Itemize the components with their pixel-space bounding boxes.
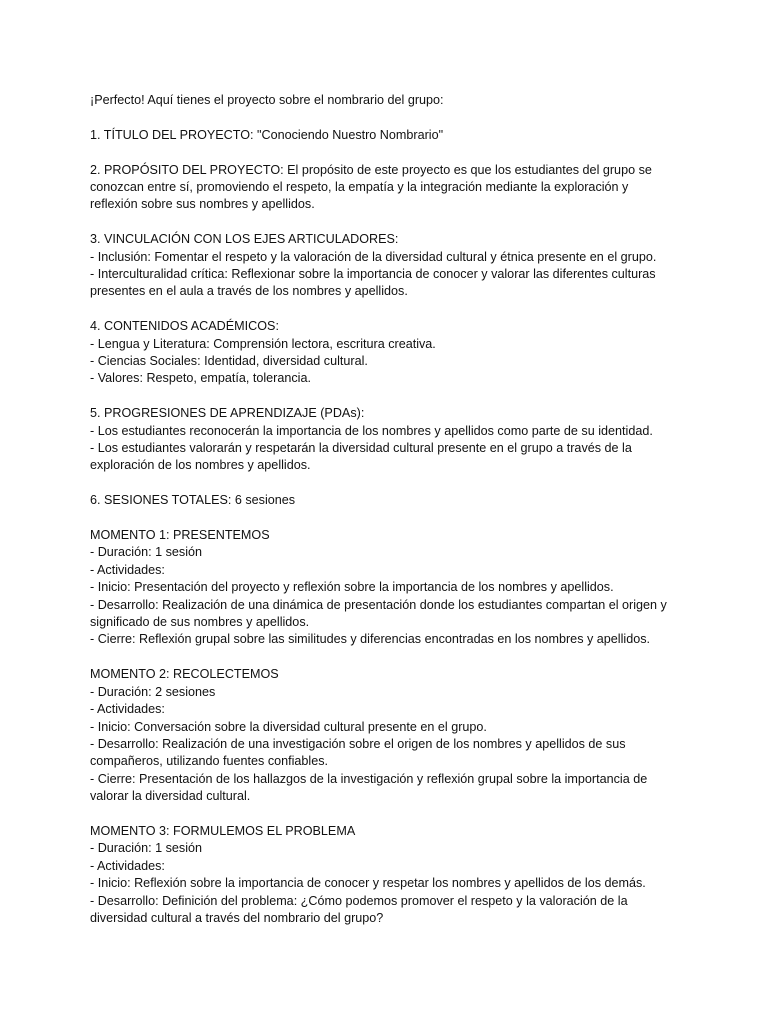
moment-2-line: - Cierre: Presentación de los hallazgos de la investigación y reflexión grupal sobre la importancia de xyxy=(90,771,648,786)
moment-2-section xyxy=(90,666,680,805)
sessions-section xyxy=(90,492,680,509)
moment-2-line: - Actividades: xyxy=(90,702,165,717)
axes-section xyxy=(90,231,680,301)
moment-1-heading: MOMENTO 1: PRESENTEMOS xyxy=(90,528,270,543)
moment-3-section xyxy=(90,823,680,927)
axes-heading: 3. VINCULACIÓN CON LOS EJES ARTICULADORES: xyxy=(90,232,399,247)
purpose-line: reflexión sobre sus nombres y apellidos. xyxy=(90,197,315,212)
moment-3-line: - Inicio: Reflexión sobre la importancia de conocer y respetar los nombres y apellidos de los demás. xyxy=(90,876,646,891)
axes-item: presentes en el aula a través de los nombres y apellidos. xyxy=(90,284,408,299)
purpose-section xyxy=(90,162,680,214)
moment-3-line: - Desarrollo: Definición del problema: ¿Cómo podemos promover el respeto y la valoración de la xyxy=(90,893,628,908)
contents-item: - Ciencias Sociales: Identidad, diversidad cultural. xyxy=(90,354,368,369)
moment-2-line: - Desarrollo: Realización de una investigación sobre el origen de los nombres y apellidos de sus xyxy=(90,736,626,751)
intro-paragraph xyxy=(90,92,680,109)
progressions-item: - Los estudiantes reconocerán la importancia de los nombres y apellidos como parte de su identidad. xyxy=(90,423,653,438)
title-section xyxy=(90,127,680,144)
moment-3-line: diversidad cultural a través del nombrario del grupo? xyxy=(90,910,384,925)
moment-2-line: - Inicio: Conversación sobre la diversidad cultural presente en el grupo. xyxy=(90,719,487,734)
moment-2-line: valorar la diversidad cultural. xyxy=(90,789,251,804)
contents-heading: 4. CONTENIDOS ACADÉMICOS: xyxy=(90,319,279,334)
progressions-section xyxy=(90,405,680,475)
moment-3-line: - Duración: 1 sesión xyxy=(90,841,202,856)
moment-2-line: compañeros, utilizando fuentes confiables. xyxy=(90,754,329,769)
progressions-item: - Los estudiantes valorarán y respetarán la diversidad cultural presente en el grupo a través de la xyxy=(90,441,632,456)
moment-3-line: - Actividades: xyxy=(90,858,165,873)
contents-section xyxy=(90,318,680,388)
document-page xyxy=(90,92,680,945)
moment-3-heading: MOMENTO 3: FORMULEMOS EL PROBLEMA xyxy=(90,823,356,838)
moment-1-line: - Inicio: Presentación del proyecto y reflexión sobre la importancia de los nombres y apellidos. xyxy=(90,580,614,595)
moment-1-line: - Actividades: xyxy=(90,562,165,577)
axes-item: - Interculturalidad crítica: Reflexionar sobre la importancia de conocer y valorar las diferentes culturas xyxy=(90,267,656,282)
project-title-line: 1. TÍTULO DEL PROYECTO: "Conociendo Nuestro Nombrario" xyxy=(90,127,444,142)
contents-item: - Valores: Respeto, empatía, tolerancia. xyxy=(90,371,311,386)
moment-1-line: significado de sus nombres y apellidos. xyxy=(90,615,310,630)
progressions-heading: 5. PROGRESIONES DE APRENDIZAJE (PDAs): xyxy=(90,406,365,421)
axes-item: - Inclusión: Fomentar el respeto y la valoración de la diversidad cultural y étnica presente en el grupo. xyxy=(90,249,657,264)
moment-1-line: - Desarrollo: Realización de una dinámica de presentación donde los estudiantes compartan el origen y xyxy=(90,597,667,612)
progressions-item: exploración de los nombres y apellidos. xyxy=(90,458,311,473)
sessions-total-line: 6. SESIONES TOTALES: 6 sesiones xyxy=(90,493,296,508)
moment-2-line: - Duración: 2 sesiones xyxy=(90,684,216,699)
purpose-line: conozcan entre sí, promoviendo el respeto, la empatía y la integración mediante la exploración y xyxy=(90,180,629,194)
moment-1-line: - Cierre: Reflexión grupal sobre las similitudes y diferencias encontradas en los nombres y apellidos. xyxy=(90,632,650,647)
purpose-line: 2. PROPÓSITO DEL PROYECTO: El propósito de este proyecto es que los estudiantes del grupo se xyxy=(90,162,652,177)
moment-1-line: - Duración: 1 sesión xyxy=(90,545,202,560)
moment-1-section xyxy=(90,527,680,649)
moment-2-heading: MOMENTO 2: RECOLECTEMOS xyxy=(90,667,279,682)
intro-text: ¡Perfecto! Aquí tienes el proyecto sobre el nombrario del grupo: xyxy=(90,93,444,107)
contents-item: - Lengua y Literatura: Comprensión lectora, escritura creativa. xyxy=(90,336,436,351)
